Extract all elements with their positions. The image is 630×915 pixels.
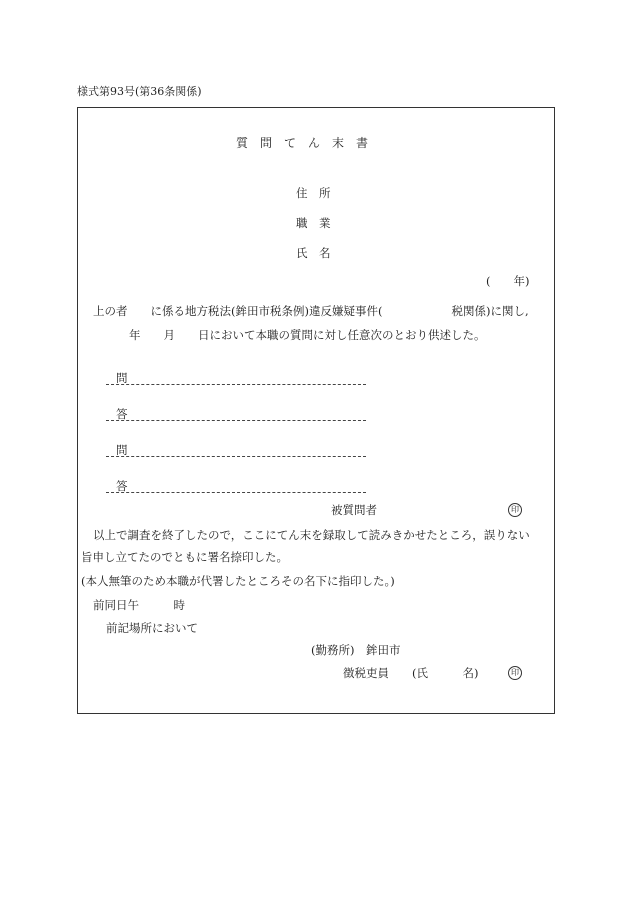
occupation-label: 職 業 [296,216,331,230]
closing-line-1: 以上で調査を終了したので，ここにてん末を録取して読みきかせたところ，誤りない [93,528,530,542]
age-field: ( 年) [486,274,530,288]
location-line: 前記場所において [106,621,198,635]
answer-label: 答 [116,479,128,493]
seal-mark-icon: 印 [508,503,522,517]
document-title: 質 問 て ん 末 書 [236,136,369,150]
question-label: 問 [116,443,128,457]
proxy-note: (本人無筆のため本職が代署したところその名下に指印した。) [81,574,395,588]
same-day-line: 前同日午 時 [93,598,185,612]
question-answer-line [106,420,366,421]
office-line: (勤務所) 鉾田市 [311,643,401,657]
question-label: 問 [116,371,128,385]
closing-line-2: 旨申し立てたのでともに署名捺印した。 [81,550,288,564]
official-line: 徴税吏員 (氏 名) [343,666,479,680]
address-label: 住 所 [296,186,331,200]
form-number: 様式第93号(第36条関係) [77,85,202,98]
respondent-label: 被質問者 [331,503,377,517]
statement-line-1: 上の者 に係る地方税法(鉾田市税条例)違反嫌疑事件( 税関係)に関し, [93,304,529,318]
seal-mark-icon: 印 [508,666,522,680]
answer-label: 答 [116,407,128,421]
question-answer-line [106,456,366,457]
question-answer-line [106,384,366,385]
statement-line-2: 年 月 日において本職の質問に対し任意次のとおり供述した。 [106,328,486,342]
question-answer-line [106,492,366,493]
name-label: 氏 名 [296,246,331,260]
